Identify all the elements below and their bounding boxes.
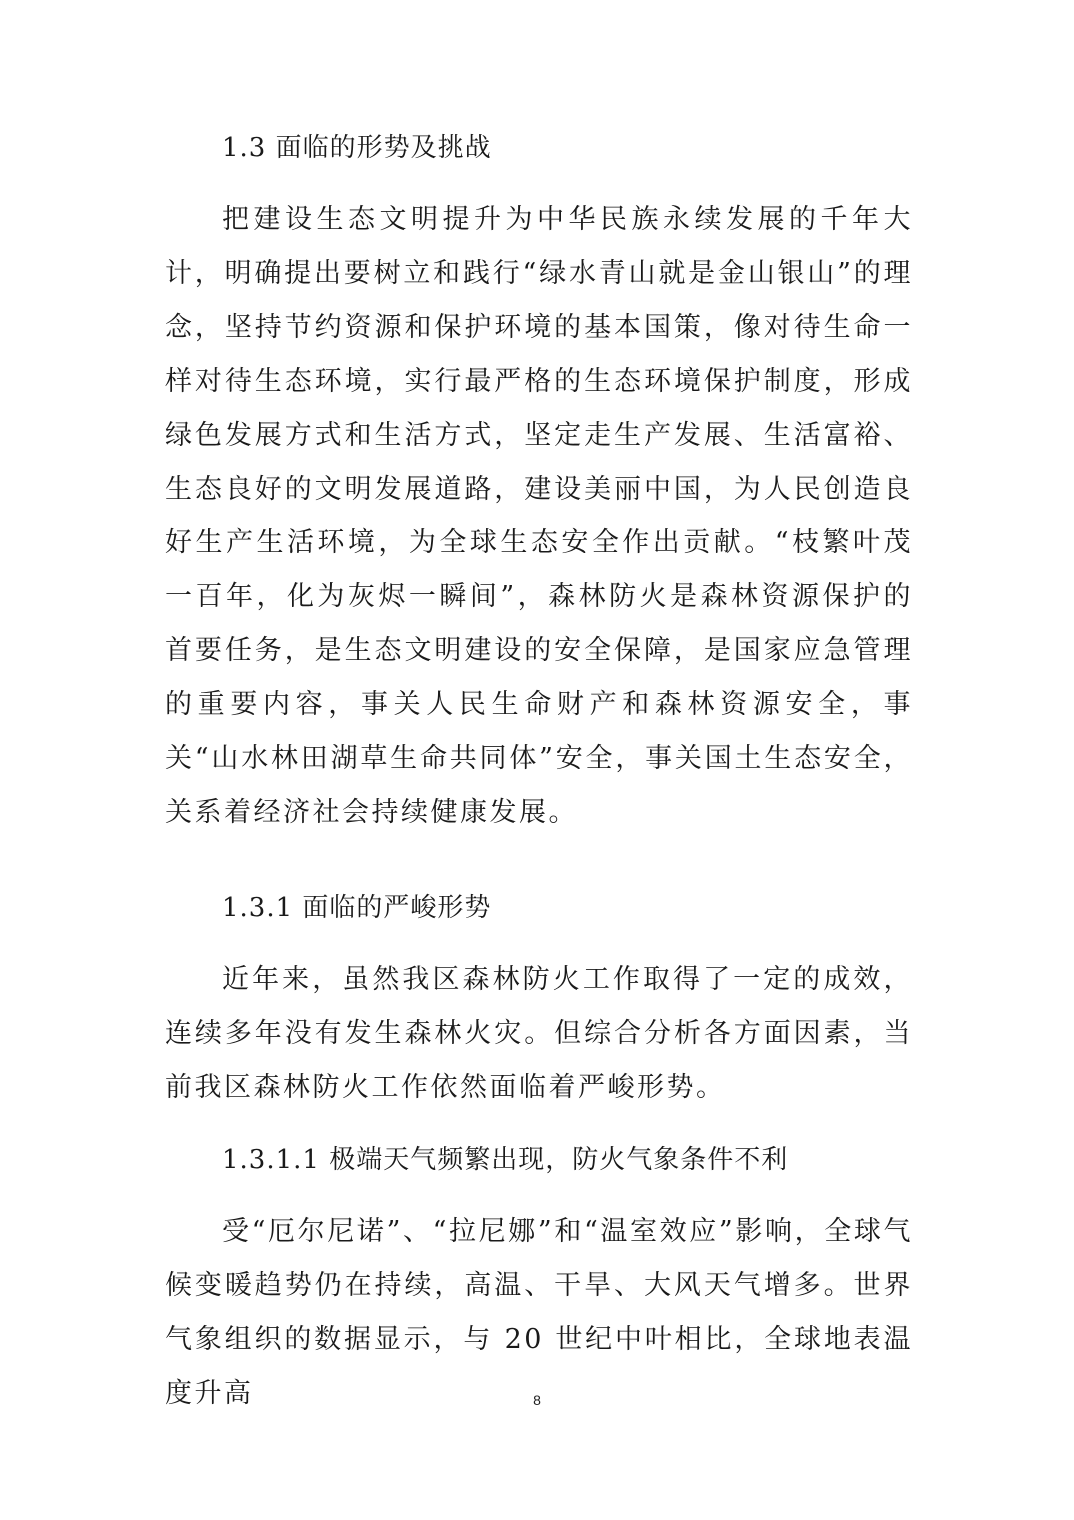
- paragraph-extreme-weather: 受“厄尔尼诺”、“拉尼娜”和“温室效应”影响，全球气候变暖趋势仍在持续，高温、干旱、大风天气增多。世界气象组织的数据显示，与 20 世纪中叶相比，全球地表温度升高: [165, 1216, 913, 1409]
- section-heading-1-3-1-1: 1.3.1.1 极端天气频繁出现，防火气象条件不利: [222, 1145, 789, 1175]
- section-heading-1-3: 1.3 面临的形势及挑战: [222, 133, 492, 163]
- section-heading-1-3-1: 1.3.1 面临的严峻形势: [222, 893, 492, 923]
- document-page: [165, 0, 913, 1520]
- paragraph-ecological-civilization: 把建设生态文明提升为中华民族永续发展的千年大计，明确提出要树立和践行“绿水青山就是金山银山”的理念，坚持节约资源和保护环境的基本国策，像对待生命一样对待生态环境，实行最严格的生态环境保护制度，形成绿色发展方式和生活方式，坚定走生产发展、生活富裕、生态良好的文明发展道路，建设美丽中国，为人民创造良好生产生活环境，为全球生态安全作出贡献。“枝繁叶茂一百年，化为灰烬一瞬间”，森林防火是森林资源保护的首要任务，是生态文明建设的安全保障，是国家应急管理的重要内容，事关人民生命财产和森林资源安全，事关“山水林田湖草生命共同体”安全，事关国土生态安全，关系着经济社会持续健康发展。: [165, 204, 913, 828]
- page-number: 8: [533, 1392, 541, 1408]
- paragraph-severe-situation: 近年来，虽然我区森林防火工作取得了一定的成效，连续多年没有发生森林火灾。但综合分析各方面因素，当前我区森林防火工作依然面临着严峻形势。: [165, 964, 913, 1103]
